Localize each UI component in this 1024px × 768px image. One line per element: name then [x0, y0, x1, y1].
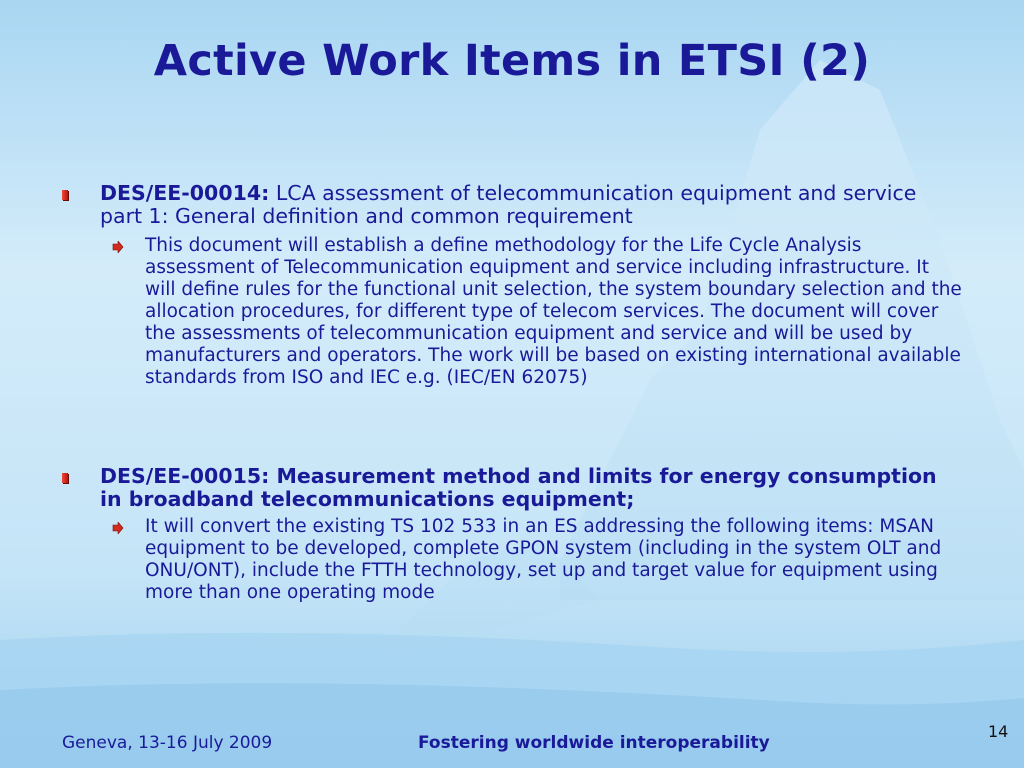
- list-item: [100, 182, 960, 228]
- footer-slogan: Fostering worldwide interoperability: [418, 733, 770, 753]
- arrow-bullet-icon: [112, 241, 124, 253]
- footer-location-date: Geneva, 13-16 July 2009: [62, 733, 273, 753]
- square-bullet-icon: [62, 190, 68, 200]
- item-id: DES/EE-00014:: [100, 181, 270, 205]
- page-title: Active Work Items in ETSI (2): [153, 36, 871, 86]
- list-item: [100, 465, 960, 511]
- item-text: LCA assessment of telecommunication equipment and service part 1: General definition and common requirement: [100, 181, 917, 228]
- item-id: DES/EE-00015: Measurement method and limits for energy consumption in broadband telecommunications equipment;: [100, 464, 937, 511]
- page-number: 14: [988, 722, 1009, 741]
- sub-list-item: It will convert the existing TS 102 533 in an ES addressing the following items: MSAN equipment to be developed, complete GPON system (including in the system OLT and ONU/ONT), include the FTTH technology, set up and target value for equipment using more than one operating mode: [145, 516, 942, 603]
- sub-list-item: This document will establish a define methodology for the Life Cycle Analysis assessment of Telecommunication equipment and service including infrastructure. It will define rules for the functional unit selection, the system boundary selection and the allocation procedures, for different type of telecom services. The document will cover the assessments of telecommunication equipment and service and will be used by manufacturers and operators. The work will be based on existing international available standards from ISO and IEC e.g. (IEC/EN 62075): [145, 235, 962, 388]
- square-bullet-icon: [62, 473, 68, 483]
- arrow-bullet-icon: [112, 522, 124, 534]
